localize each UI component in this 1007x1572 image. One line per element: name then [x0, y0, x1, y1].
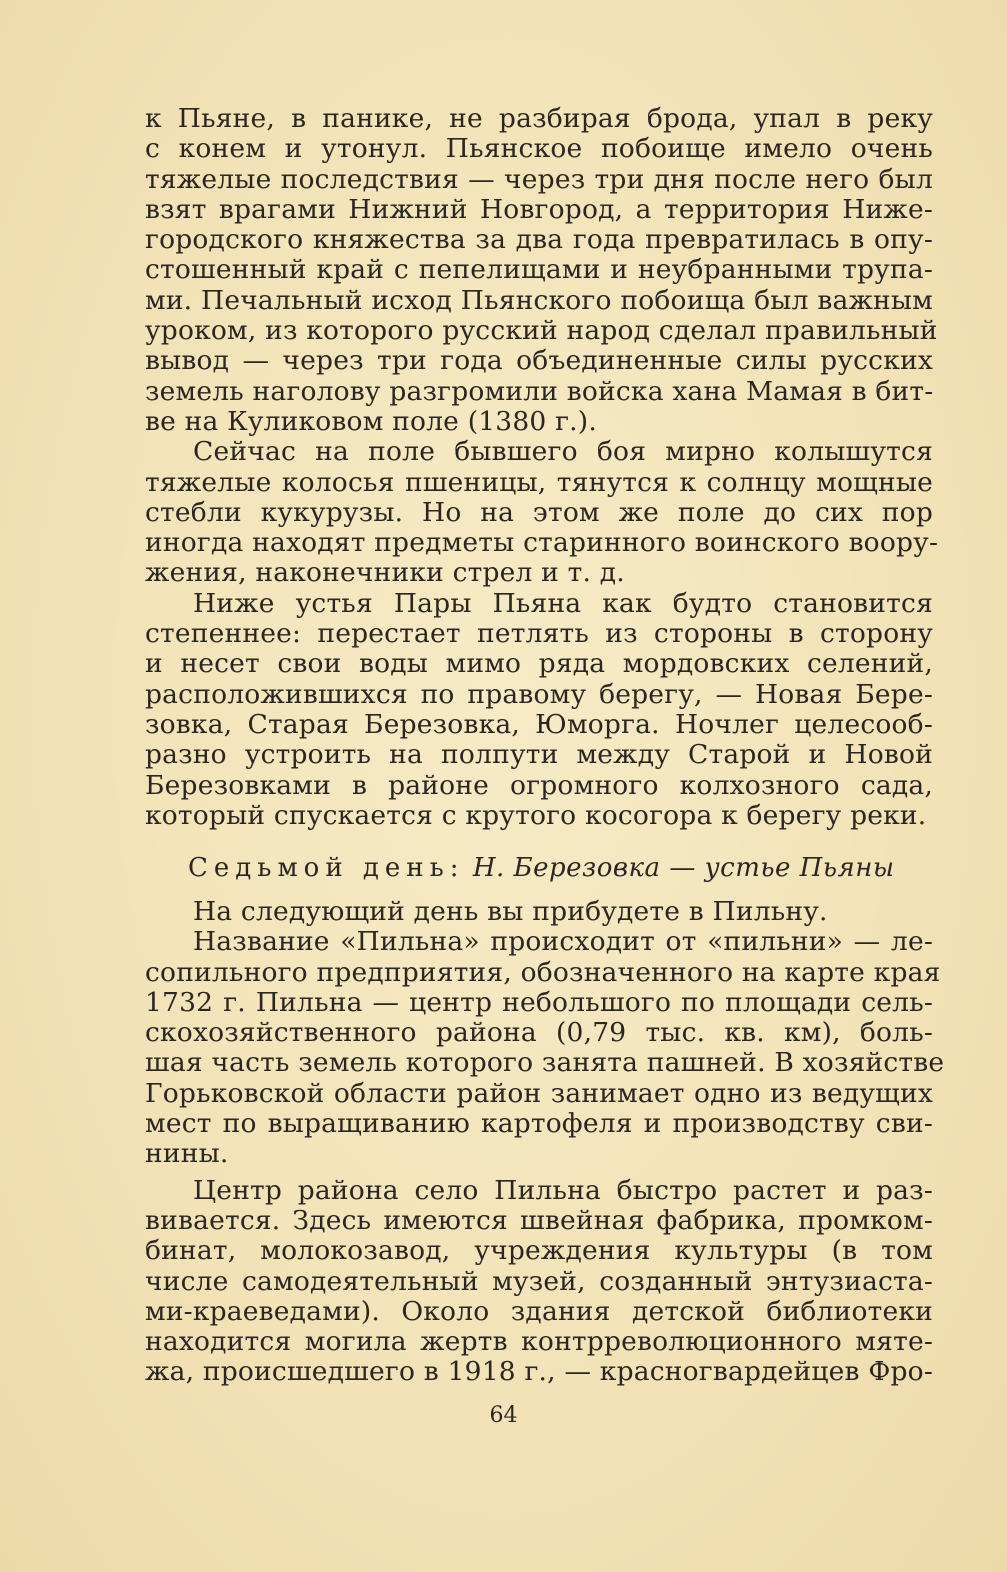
heading-prefix: Седьмой день:	[188, 853, 465, 883]
text-line: нины.	[145, 1138, 229, 1170]
text-line: ве на Куликовом поле (1380 г.).	[145, 405, 597, 437]
page-number: 64	[489, 1403, 518, 1428]
paragraph-4	[145, 897, 933, 927]
text-line: городского княжества за два года превратилась в опу-	[145, 224, 933, 256]
text-line: расположившихся по правому берегу, — Новая Бере-	[145, 678, 933, 710]
text-line: к Пьяне, в панике, не разбирая брода, упал в реку	[145, 103, 933, 134]
text-line: вивается. Здесь имеются швейная фабрика, промком-	[145, 1204, 933, 1236]
section-heading	[188, 852, 908, 884]
text-line: взят врагами Нижний Новгород, а территория Ниже-	[145, 193, 933, 225]
text-line: стебли кукурузы. Но на этом же поле до сих пор	[145, 496, 933, 528]
text-line: ми-краеведами). Около здания детской библиотеки	[145, 1295, 933, 1327]
text-line: зовка, Старая Березовка, Юморга. Ночлег целесооб-	[145, 708, 933, 740]
text-line: Центр района село Пильна быстро растет и раз-	[193, 1174, 933, 1206]
paragraph-5	[145, 926, 945, 1170]
text-line: и несет свои воды мимо ряда мордовских селений,	[145, 648, 933, 680]
text-line: тяжелые последствия — через три дня после него был	[145, 163, 933, 195]
text-line: ми. Печальный исход Пьянского побоища был важным	[145, 284, 933, 316]
text-block-top	[145, 103, 939, 831]
text-line: мест по выращиванию картофеля и производству сви-	[145, 1108, 933, 1140]
text-line: сопильного предприятия, обозначенного на карте края	[145, 956, 941, 988]
text-line: который спускается с крутого косогора к берегу реки.	[145, 799, 927, 831]
text-line: числе самодеятельный музей, созданный энтузиаста-	[145, 1265, 933, 1297]
paragraph-3	[145, 589, 933, 831]
text-line: шая часть земель которого занята пашней. В хозяйстве	[145, 1047, 945, 1079]
text-line: земель наголову разгромили войска хана Мамая в бит-	[145, 375, 934, 407]
text-line: разно устроить на полпути между Старой и Новой	[145, 739, 933, 771]
text-line: На следующий день вы прибудете в Пильну.	[193, 896, 828, 927]
text-line: жения, наконечники стрел и т. д.	[145, 557, 625, 589]
text-line: 1732 г. Пильна — центр небольшого по площади сель-	[145, 986, 933, 1018]
text-line: вывод — через три года объединенные силы русских	[145, 345, 933, 377]
text-line: уроком, из которого русский народ сделал правильный	[145, 315, 938, 347]
text-line: Название «Пильна» происходит от «пильни» — ле-	[193, 926, 933, 958]
text-block-bottom	[145, 896, 945, 1388]
heading-title: Н. Березовка — устье Пьяны	[472, 853, 895, 883]
text-line: Горьковской области район занимает одно из ведущих	[145, 1077, 933, 1109]
text-line: с конем и утонул. Пьянское побоище имело очень	[145, 133, 933, 165]
paragraph-1	[145, 103, 938, 437]
text-line: бинат, молокозавод, учреждения культуры (в том	[145, 1235, 933, 1267]
text-line: жа, происшедшего в 1918 г., — красногвардейцев Фро-	[145, 1356, 933, 1388]
paragraph-6	[145, 1176, 933, 1388]
text-line: скохозяйственного района (0,79 тыс. кв. км), боль-	[145, 1017, 933, 1049]
text-line: иногда находят предметы старинного воинского воору-	[145, 527, 939, 559]
text-line: стошенный край с пепелищами и неубранными трупа-	[145, 254, 933, 286]
text-line: находится могила жертв контрреволюционного мяте-	[145, 1326, 933, 1358]
text-line: Сейчас на поле бывшего боя мирно колышутся	[193, 436, 933, 468]
text-line: степеннее: перестает петлять из стороны в сторону	[145, 618, 933, 650]
text-line: Ниже устья Пары Пьяна как будто становится	[193, 587, 933, 619]
paragraph-2	[145, 436, 939, 589]
text-line: Березовками в районе огромного колхозного сада,	[145, 769, 933, 801]
text-line: тяжелые колосья пшеницы, тянутся к солнцу мощные	[145, 466, 933, 498]
